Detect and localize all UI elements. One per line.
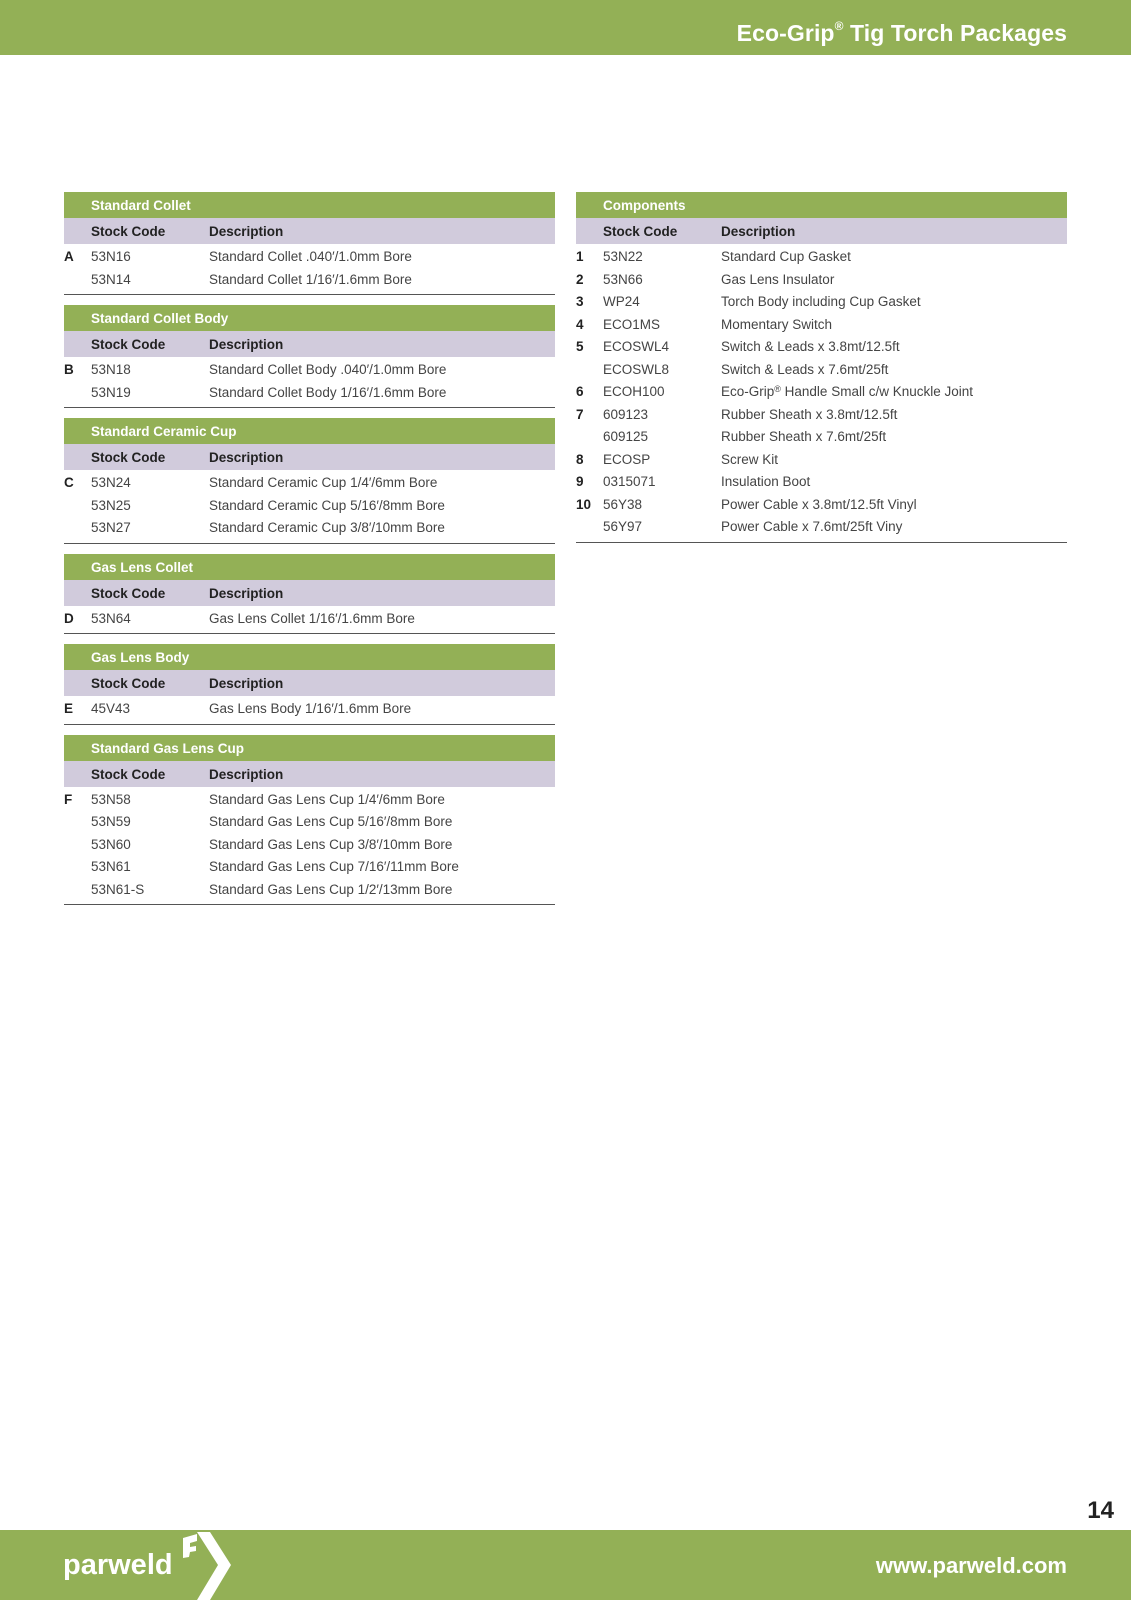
table-body	[576, 244, 1067, 542]
description-text: Standard Collet Body .040′/1.0mm Bore	[209, 362, 447, 377]
stock-code: 53N61-S	[91, 881, 145, 897]
stock-code: 53N58	[91, 791, 131, 807]
registered-mark: ®	[834, 19, 844, 34]
table-body	[64, 470, 555, 543]
table-row	[576, 494, 1067, 517]
description	[721, 471, 810, 494]
stock-code: 53N19	[91, 384, 131, 400]
table-row	[576, 471, 1067, 494]
description	[721, 381, 973, 405]
stock-code: 609125	[603, 429, 649, 444]
table-row	[64, 698, 555, 721]
column-header-stock-code: Stock Code	[91, 585, 166, 601]
description-text: Screw Kit	[721, 451, 779, 467]
page-title	[737, 20, 1067, 47]
row-key-label: F	[64, 791, 73, 807]
row-key-label: 2	[576, 271, 584, 287]
stock-code: 53N59	[91, 814, 131, 829]
table-header-row	[64, 218, 555, 244]
column-header-stock-code: Stock Code	[91, 450, 166, 465]
row-key-label: 9	[576, 474, 584, 489]
stock-code: 53N14	[91, 271, 131, 287]
page-title-prefix: Eco-Grip	[736, 20, 835, 46]
stock-code: 45V43	[91, 701, 131, 716]
stock-code: ECOSWL8	[603, 361, 670, 377]
table-row	[576, 314, 1067, 337]
table-row	[64, 789, 555, 812]
description-text: Gas Lens Body 1/16′/1.6mm Bore	[209, 701, 412, 716]
parts-table	[64, 554, 555, 635]
stock-code: 53N64	[91, 610, 131, 626]
description	[721, 336, 900, 359]
parts-table	[64, 192, 555, 295]
row-key-label: 5	[576, 339, 584, 354]
table-row	[64, 495, 555, 518]
description	[209, 359, 446, 382]
table-title: Gas Lens Collet	[64, 554, 555, 580]
column-header-description: Description	[209, 585, 284, 601]
table-title: Standard Collet	[64, 192, 555, 218]
table-row	[576, 246, 1067, 269]
row-key-label: B	[64, 362, 74, 377]
table-row	[64, 269, 555, 292]
table-row	[64, 608, 555, 631]
table-header-row	[64, 444, 555, 470]
description	[209, 472, 437, 495]
parts-table	[576, 192, 1067, 543]
table-row	[64, 359, 555, 382]
description-text: Momentary Switch	[721, 316, 833, 332]
description	[721, 404, 897, 427]
stock-code: 53N60	[91, 836, 131, 852]
description-text: Standard Collet 1/16′/1.6mm Bore	[209, 271, 412, 287]
column-header-stock-code: Stock Code	[91, 676, 166, 691]
table-row	[576, 516, 1067, 539]
table-header-row	[64, 761, 555, 787]
table-row	[64, 246, 555, 269]
table-row	[576, 404, 1067, 427]
table-title: Components	[576, 192, 1067, 218]
description-text: Standard Cup Gasket	[721, 249, 851, 264]
stock-code: 609123	[603, 406, 649, 422]
stock-code: 56Y97	[603, 519, 643, 534]
description	[209, 856, 459, 879]
description	[721, 314, 832, 337]
table-title: Standard Collet Body	[64, 305, 555, 331]
description	[209, 879, 452, 902]
description	[209, 789, 445, 812]
website-link[interactable]: www.parweld.com	[875, 1553, 1067, 1578]
table-title: Standard Ceramic Cup	[64, 418, 555, 444]
table-header-row	[64, 331, 555, 357]
description-text: Switch & Leads x 3.8mt/12.5ft	[721, 339, 900, 354]
row-key-label: 10	[576, 496, 592, 512]
stock-code: WP24	[603, 294, 640, 309]
description-text: Standard Gas Lens Cup 5/16′/8mm Bore	[209, 814, 453, 829]
stock-code: 53N24	[91, 475, 131, 490]
row-key-label: 3	[576, 294, 584, 309]
description-text: Eco-Grip	[721, 384, 775, 399]
table-row	[64, 517, 555, 540]
parweld-logo[interactable]	[60, 1530, 260, 1600]
parts-table	[64, 644, 555, 725]
description-text: Standard Ceramic Cup 1/4′/6mm Bore	[209, 475, 438, 490]
table-row	[576, 449, 1067, 472]
description-text: Power Cable x 3.8mt/12.5ft Vinyl	[721, 496, 917, 512]
stock-code: 53N16	[91, 249, 131, 264]
row-key-label: A	[64, 249, 74, 264]
table-row	[64, 382, 555, 405]
description	[209, 608, 415, 631]
description	[209, 495, 445, 518]
table-row	[64, 856, 555, 879]
column-header-description: Description	[209, 450, 284, 465]
description	[721, 291, 921, 314]
table-body	[64, 696, 555, 724]
description	[721, 449, 778, 472]
registered-mark: ®	[774, 384, 781, 394]
logo-flag-shape	[183, 1534, 197, 1558]
table-title: Gas Lens Body	[64, 644, 555, 670]
stock-code: ECOSP	[603, 451, 651, 467]
table-row	[576, 426, 1067, 449]
table-row	[64, 811, 555, 834]
table-body	[64, 606, 555, 634]
parweld-logo-text: parweld	[63, 1549, 173, 1581]
stock-code: ECO1MS	[603, 316, 661, 332]
description	[721, 359, 888, 382]
description-text: Power Cable x 7.6mt/25ft Viny	[721, 519, 903, 534]
table-body	[64, 357, 555, 407]
description	[721, 426, 886, 449]
stock-code: 53N66	[603, 271, 643, 287]
description	[209, 698, 411, 721]
table-row	[576, 291, 1067, 314]
description-text: Standard Gas Lens Cup 3/8′/10mm Bore	[209, 836, 453, 852]
table-header-row	[576, 218, 1067, 244]
table-row	[576, 269, 1067, 292]
row-key-label: 8	[576, 451, 584, 467]
column-header-description: Description	[721, 224, 796, 239]
description-text: Standard Ceramic Cup 5/16′/8mm Bore	[209, 497, 445, 513]
stock-code: 53N27	[91, 520, 131, 535]
column-header-stock-code: Stock Code	[603, 224, 678, 239]
table-row	[64, 879, 555, 902]
description	[209, 834, 452, 857]
table-title: Standard Gas Lens Cup	[64, 735, 555, 761]
description	[209, 246, 412, 269]
column-header-description: Description	[209, 224, 284, 239]
left-tables-column	[64, 192, 555, 915]
description	[721, 269, 834, 292]
description	[209, 811, 452, 834]
stock-code: 53N22	[603, 249, 643, 264]
description	[209, 382, 446, 405]
description-text-suffix: Handle Small c/w Knuckle Joint	[780, 384, 973, 399]
description-text: Standard Gas Lens Cup 1/4′/6mm Bore	[209, 791, 445, 807]
description	[209, 517, 445, 540]
column-header-description: Description	[209, 676, 284, 691]
stock-code: ECOSWL4	[603, 339, 670, 354]
stock-code: 56Y38	[603, 496, 643, 512]
description-text: Gas Lens Insulator	[721, 271, 835, 287]
components-column	[576, 192, 1067, 553]
description-text: Switch & Leads x 7.6mt/25ft	[721, 361, 889, 377]
description	[721, 494, 917, 517]
page-number: 14	[1087, 1497, 1114, 1524]
description-text: Standard Gas Lens Cup 1/2′/13mm Bore	[209, 881, 453, 897]
description-text: Standard Ceramic Cup 3/8′/10mm Bore	[209, 520, 445, 535]
row-key-label: 6	[576, 384, 584, 399]
column-header-description: Description	[209, 337, 284, 352]
description-text: Standard Collet Body 1/16′/1.6mm Bore	[209, 384, 447, 400]
row-key-label: 4	[576, 316, 584, 332]
column-header-description: Description	[209, 766, 284, 782]
table-header-row	[64, 580, 555, 606]
stock-code: 53N61	[91, 859, 131, 874]
table-row	[576, 336, 1067, 359]
row-key-label: D	[64, 610, 74, 626]
parts-table	[64, 305, 555, 408]
table-row	[576, 381, 1067, 404]
table-row	[576, 359, 1067, 382]
parts-table	[64, 418, 555, 544]
table-row	[64, 472, 555, 495]
row-key-label: E	[64, 701, 74, 716]
description	[721, 246, 851, 269]
stock-code: 0315071	[603, 474, 656, 489]
description-text: Rubber Sheath x 3.8mt/12.5ft	[721, 406, 898, 422]
description-text: Gas Lens Collet 1/16′/1.6mm Bore	[209, 610, 415, 626]
parts-table	[64, 735, 555, 906]
description-text: Insulation Boot	[721, 474, 811, 489]
row-key-label: 7	[576, 406, 584, 422]
stock-code: ECOH100	[603, 384, 665, 399]
table-row	[64, 834, 555, 857]
stock-code: 53N18	[91, 362, 131, 377]
description	[721, 516, 902, 539]
description-text: Standard Gas Lens Cup 7/16′/11mm Bore	[209, 859, 459, 874]
column-header-stock-code: Stock Code	[91, 224, 166, 239]
page-title-suffix: Tig Torch Packages	[843, 20, 1067, 46]
row-key-label: 1	[576, 249, 584, 264]
table-body	[64, 244, 555, 294]
column-header-stock-code: Stock Code	[91, 337, 166, 352]
logo-chevron-shape	[197, 1532, 231, 1600]
row-key-label: C	[64, 475, 74, 490]
table-body	[64, 787, 555, 905]
column-header-stock-code: Stock Code	[91, 766, 166, 782]
description	[209, 269, 412, 292]
description-text: Torch Body including Cup Gasket	[721, 294, 921, 309]
table-header-row	[64, 670, 555, 696]
description-text: Standard Collet .040′/1.0mm Bore	[209, 249, 412, 264]
description-text: Rubber Sheath x 7.6mt/25ft	[721, 429, 887, 444]
stock-code: 53N25	[91, 497, 131, 513]
